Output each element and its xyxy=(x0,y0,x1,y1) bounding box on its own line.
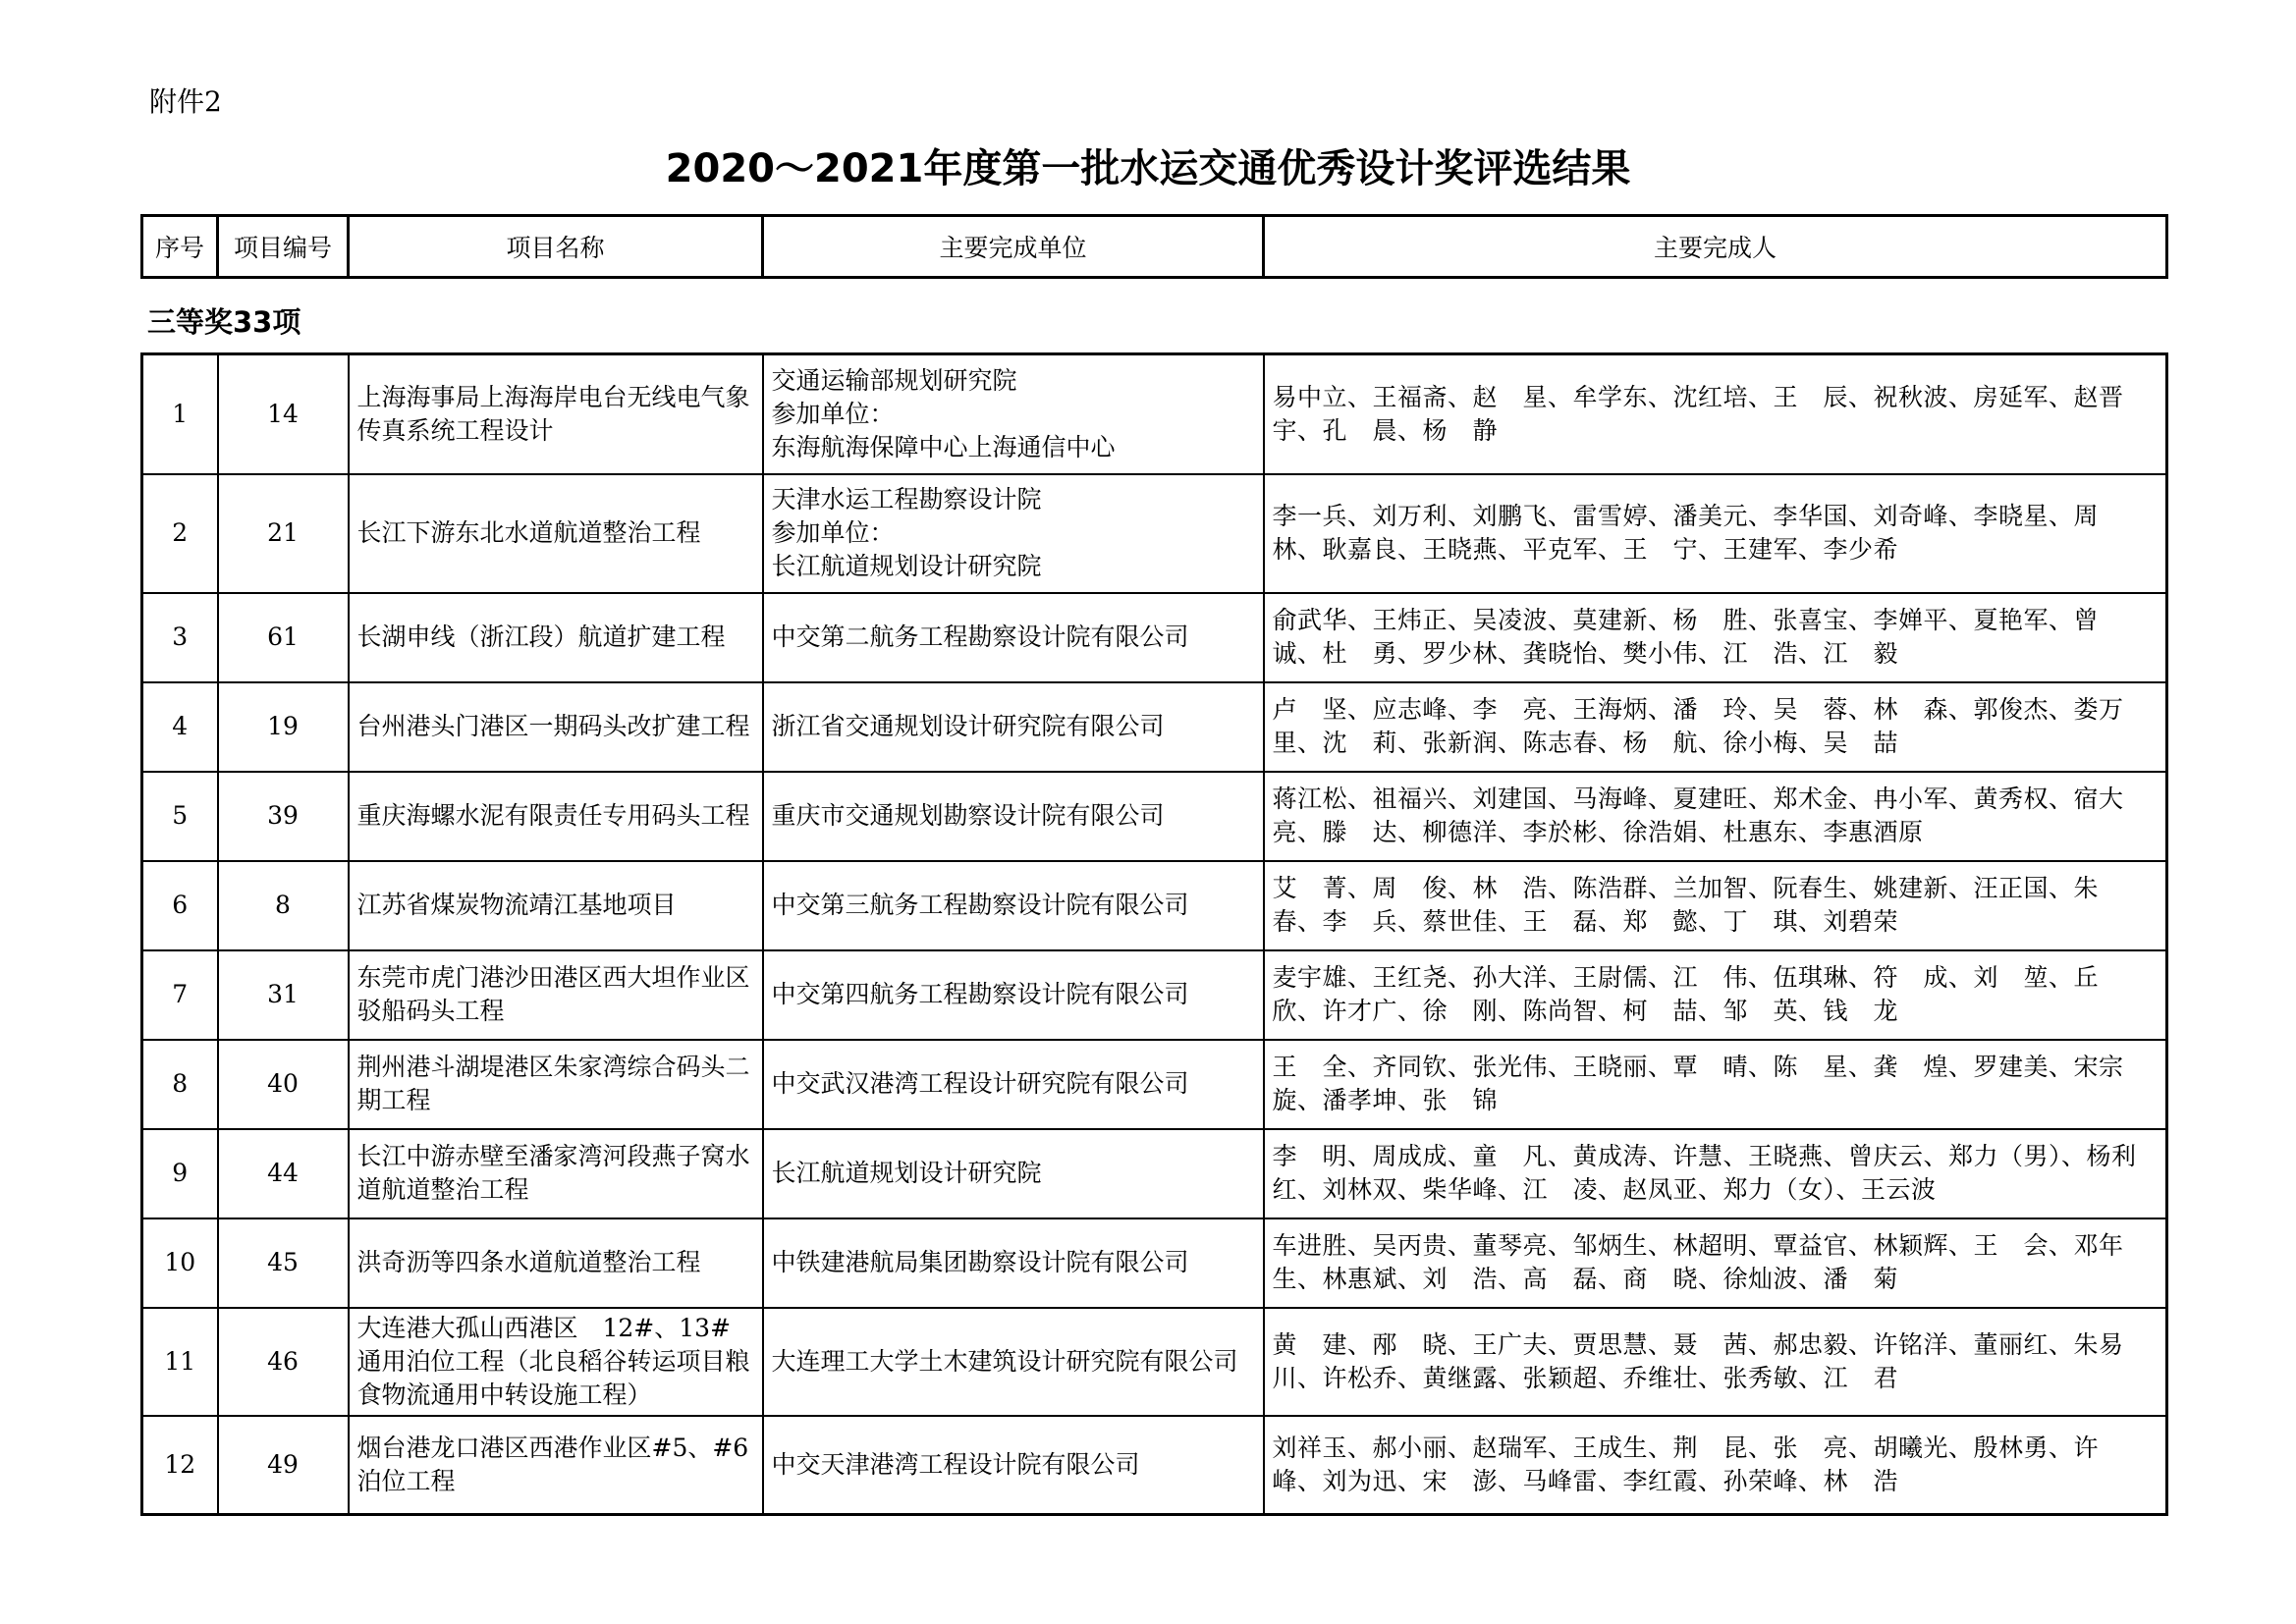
table-row xyxy=(142,593,2167,682)
row-index: 2 xyxy=(142,474,218,593)
row-main-people: 麦宇雄、王红尧、孙大洋、王尉儒、江 伟、伍琪琳、符 成、刘 堃、丘 欣、许才广、徐 刚、陈尚智、柯 喆、邹 英、钱 龙 xyxy=(1264,950,2167,1040)
row-main-unit: 天津水运工程勘察设计院 参加单位： 长江航道规划设计研究院 xyxy=(763,474,1264,593)
row-main-unit: 浙江省交通规划设计研究院有限公司 xyxy=(763,682,1264,772)
row-project-code: 8 xyxy=(218,861,349,950)
header-project-name: 项目名称 xyxy=(349,216,763,278)
row-main-unit: 中交武汉港湾工程设计研究院有限公司 xyxy=(763,1040,1264,1129)
row-main-people: 蒋江松、祖福兴、刘建国、马海峰、夏建旺、郑术金、冉小军、黄秀权、宿大亮、滕 达、柳德洋、李於彬、徐浩娟、杜惠东、李惠酒原 xyxy=(1264,772,2167,861)
table-row xyxy=(142,950,2167,1040)
row-project-code: 21 xyxy=(218,474,349,593)
header-project-code: 项目编号 xyxy=(218,216,349,278)
row-index: 11 xyxy=(142,1308,218,1416)
table-row xyxy=(142,1416,2167,1515)
row-main-people: 卢 坚、应志峰、李 亮、王海炳、潘 玲、吴 蓉、林 森、郭俊杰、娄万里、沈 莉、张新润、陈志春、杨 航、徐小梅、吴 喆 xyxy=(1264,682,2167,772)
column-header-table xyxy=(140,214,2168,279)
row-index: 3 xyxy=(142,593,218,682)
row-project-name: 台州港头门港区一期码头改扩建工程 xyxy=(349,682,763,772)
row-project-name: 长江下游东北水道航道整治工程 xyxy=(349,474,763,593)
row-main-unit: 中交第二航务工程勘察设计院有限公司 xyxy=(763,593,1264,682)
row-project-name: 洪奇沥等四条水道航道整治工程 xyxy=(349,1218,763,1308)
row-main-people: 李一兵、刘万利、刘鹏飞、雷雪婷、潘美元、李华国、刘奇峰、李晓星、周 林、耿嘉良、王晓燕、平克军、王 宁、王建军、李少希 xyxy=(1264,474,2167,593)
row-index: 9 xyxy=(142,1129,218,1218)
row-main-people: 刘祥玉、郝小丽、赵瑞军、王成生、荆 昆、张 亮、胡曦光、殷林勇、许 峰、刘为迅、宋 澎、马峰雷、李红霞、孙荣峰、林 浩 xyxy=(1264,1416,2167,1515)
row-index: 5 xyxy=(142,772,218,861)
row-project-code: 44 xyxy=(218,1129,349,1218)
row-main-unit: 交通运输部规划研究院 参加单位： 东海航海保障中心上海通信中心 xyxy=(763,354,1264,474)
row-main-unit: 中铁建港航局集团勘察设计院有限公司 xyxy=(763,1218,1264,1308)
row-main-unit: 大连理工大学土木建筑设计研究院有限公司 xyxy=(763,1308,1264,1416)
award-table-body xyxy=(142,354,2167,1515)
row-main-people: 王 全、齐同钦、张光伟、王晓丽、覃 晴、陈 星、龚 煌、罗建美、宋宗旋、潘孝坤、张 锦 xyxy=(1264,1040,2167,1129)
row-project-name: 长江中游赤壁至潘家湾河段燕子窝水道航道整治工程 xyxy=(349,1129,763,1218)
award-table xyxy=(140,352,2168,1516)
row-project-name: 上海海事局上海海岸电台无线电气象传真系统工程设计 xyxy=(349,354,763,474)
row-project-code: 31 xyxy=(218,950,349,1040)
header-index: 序号 xyxy=(142,216,218,278)
row-main-unit: 中交天津港湾工程设计院有限公司 xyxy=(763,1416,1264,1515)
table-row xyxy=(142,1218,2167,1308)
row-index: 4 xyxy=(142,682,218,772)
row-index: 6 xyxy=(142,861,218,950)
table-row xyxy=(142,1308,2167,1416)
row-project-code: 19 xyxy=(218,682,349,772)
row-main-people: 俞武华、王炜正、吴凌波、莫建新、杨 胜、张喜宝、李婵平、夏艳军、曾 诚、杜 勇、罗少林、龚晓怡、樊小伟、江 浩、江 毅 xyxy=(1264,593,2167,682)
row-index: 8 xyxy=(142,1040,218,1129)
section-label: 三等奖33项 xyxy=(147,305,301,339)
row-index: 7 xyxy=(142,950,218,1040)
row-project-code: 61 xyxy=(218,593,349,682)
row-main-people: 易中立、王福斋、赵 星、牟学东、沈红培、王 辰、祝秋波、房延军、赵晋宇、孔 晨、杨 静 xyxy=(1264,354,2167,474)
row-main-people: 李 明、周成成、童 凡、黄成涛、许慧、王晓燕、曾庆云、郑力（男）、杨利红、刘林双、柴华峰、江 凌、赵凤亚、郑力（女）、王云波 xyxy=(1264,1129,2167,1218)
table-row xyxy=(142,861,2167,950)
row-project-code: 39 xyxy=(218,772,349,861)
row-index: 12 xyxy=(142,1416,218,1515)
row-project-name: 东莞市虎门港沙田港区西大坦作业区驳船码头工程 xyxy=(349,950,763,1040)
row-index: 10 xyxy=(142,1218,218,1308)
row-project-name: 长湖申线（浙江段）航道扩建工程 xyxy=(349,593,763,682)
page-title: 2020～2021年度第一批水运交通优秀设计奖评选结果 xyxy=(665,146,1631,191)
row-project-code: 40 xyxy=(218,1040,349,1129)
row-main-unit: 长江航道规划设计研究院 xyxy=(763,1129,1264,1218)
row-index: 1 xyxy=(142,354,218,474)
table-row xyxy=(142,1040,2167,1129)
row-main-people: 车进胜、吴丙贵、董琴亮、邹炳生、林超明、覃益官、林颖辉、王 会、邓年生、林惠斌、刘 浩、高 磊、商 晓、徐灿波、潘 菊 xyxy=(1264,1218,2167,1308)
table-row xyxy=(142,682,2167,772)
attachment-label: 附件2 xyxy=(149,85,222,118)
row-project-name: 江苏省煤炭物流靖江基地项目 xyxy=(349,861,763,950)
table-row xyxy=(142,1129,2167,1218)
row-project-code: 46 xyxy=(218,1308,349,1416)
row-project-code: 49 xyxy=(218,1416,349,1515)
header-main-people: 主要完成人 xyxy=(1264,216,2167,278)
header-main-unit: 主要完成单位 xyxy=(763,216,1264,278)
row-project-name: 烟台港龙口港区西港作业区#5、#6泊位工程 xyxy=(349,1416,763,1515)
row-main-unit: 中交第三航务工程勘察设计院有限公司 xyxy=(763,861,1264,950)
row-main-people: 艾 菁、周 俊、林 浩、陈浩群、兰加智、阮春生、姚建新、汪正国、朱 春、李 兵、蔡世佳、王 磊、郑 懿、丁 琪、刘碧荣 xyxy=(1264,861,2167,950)
row-project-name: 荆州港斗湖堤港区朱家湾综合码头二期工程 xyxy=(349,1040,763,1129)
row-main-people: 黄 建、邴 晓、王广夫、贾思慧、聂 茜、郝忠毅、许铭洋、董丽红、朱易川、许松乔、黄继露、张颖超、乔维壮、张秀敏、江 君 xyxy=(1264,1308,2167,1416)
row-project-code: 14 xyxy=(218,354,349,474)
header-row xyxy=(142,216,2167,278)
row-main-unit: 中交第四航务工程勘察设计院有限公司 xyxy=(763,950,1264,1040)
table-row xyxy=(142,772,2167,861)
row-project-name: 大连港大孤山西港区 12#、13#通用泊位工程（北良稻谷转运项目粮食物流通用中转设施工程） xyxy=(349,1308,763,1416)
table-row xyxy=(142,474,2167,593)
row-main-unit: 重庆市交通规划勘察设计院有限公司 xyxy=(763,772,1264,861)
table-row xyxy=(142,354,2167,474)
row-project-name: 重庆海螺水泥有限责任专用码头工程 xyxy=(349,772,763,861)
row-project-code: 45 xyxy=(218,1218,349,1308)
